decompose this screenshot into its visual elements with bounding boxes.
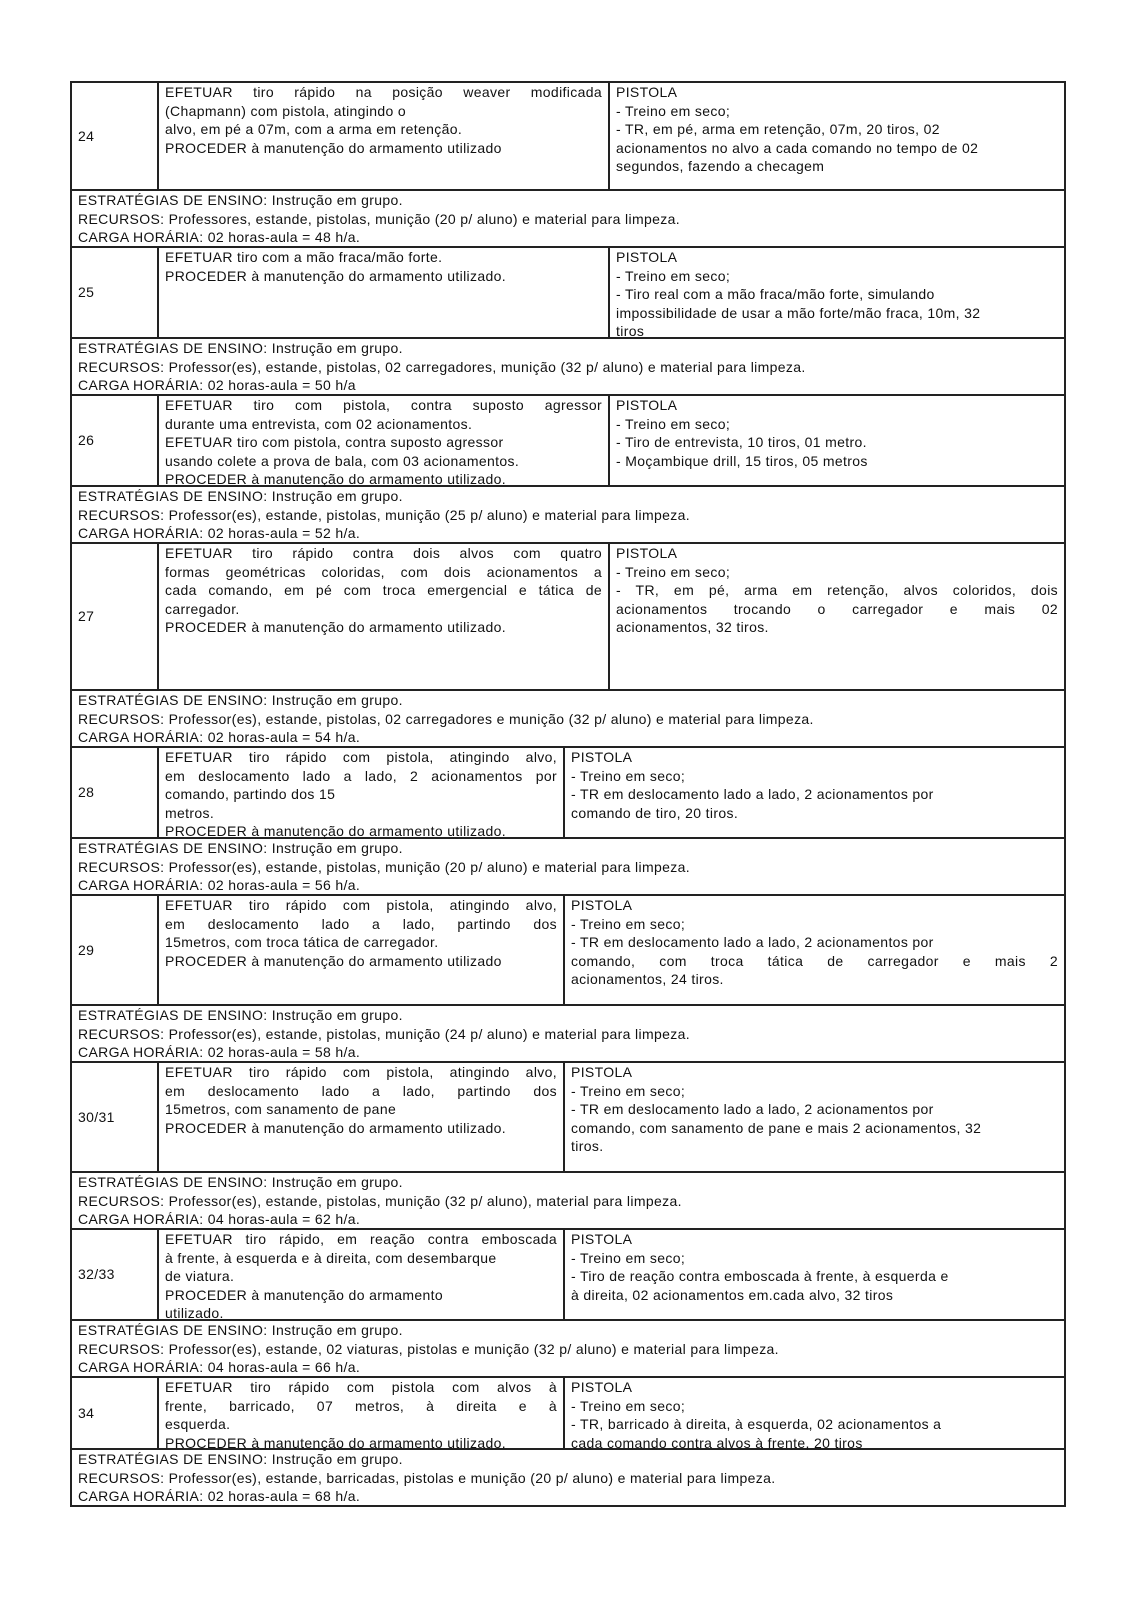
objective-line: frente, barricado, 07 metros, à direita e à [165, 1397, 557, 1414]
program-line: impossibilidade de usar a mão forte/mão fraca, 10m, 32 [616, 304, 981, 321]
strategy-line: CARGA HORÁRIA: 02 horas-aula = 58 h/a. [78, 1044, 361, 1060]
lesson-number [72, 1230, 159, 1319]
program-line: PISTOLA [571, 897, 633, 913]
program-line: - Treino em seco; [616, 267, 731, 284]
lesson-number-text: 24 [78, 127, 95, 144]
lesson-objective [159, 248, 610, 337]
lesson-number-text: 27 [78, 608, 95, 625]
lesson-number-text: 25 [78, 284, 95, 301]
objective-line: usando colete a prova de bala, com 03 acionamentos. [165, 452, 520, 469]
program-line: PISTOLA [616, 545, 678, 561]
lesson-strategy [70, 487, 1066, 544]
program-line: comando de tiro, 20 tiros. [571, 804, 739, 821]
program-line: acionamentos, 32 tiros. [616, 619, 769, 635]
program-line: PISTOLA [616, 84, 678, 100]
strategy-line: ESTRATÉGIAS DE ENSINO: Instrução em grupo. [78, 840, 403, 856]
objective-line: utilizado. [165, 1305, 224, 1321]
objective-line: PROCEDER à manutenção do armamento utilizado. [165, 823, 507, 839]
program-line: acionamentos trocando o carregador e mais 02 [616, 600, 1058, 617]
program-line: - TR, em pé, arma em retenção, 07m, 20 tiros, 02 [616, 121, 940, 137]
program-line: PISTOLA [571, 1379, 633, 1395]
lesson-program [610, 248, 1064, 337]
lesson-row [70, 1063, 1066, 1173]
program-line: PISTOLA [571, 1231, 633, 1247]
lesson-number [72, 396, 159, 485]
lesson-row [70, 396, 1066, 487]
lesson-number-text: 34 [78, 1404, 95, 1421]
lesson-number [72, 748, 159, 837]
program-line: - Treino em seco; [616, 102, 731, 119]
lesson-number [72, 83, 159, 189]
objective-line: EFETUAR tiro rápido com pistola, atingindo alvo, [165, 897, 557, 913]
lesson-row [70, 748, 1066, 839]
strategy-line: ESTRATÉGIAS DE ENSINO: Instrução em grupo. [78, 1322, 403, 1338]
strategy-line: CARGA HORÁRIA: 02 horas-aula = 68 h/a. [78, 1488, 361, 1504]
lesson-objective [159, 544, 610, 689]
program-line: comando, com sanamento de pane e mais 2 acionamentos, 32 [571, 1119, 982, 1136]
objective-line: cada comando, em pé com troca emergencial e tática de [165, 582, 602, 598]
strategy-line: RECURSOS: Professor(es), estande, pistolas, munição (25 p/ aluno) e material para limpeza. [78, 506, 690, 523]
strategy-line: ESTRATÉGIAS DE ENSINO: Instrução em grupo. [78, 192, 403, 208]
lesson-objective [159, 396, 610, 485]
lesson-number [72, 248, 159, 337]
lesson-strategy [70, 839, 1066, 896]
objective-line: PROCEDER à manutenção do armamento utilizado. [165, 1119, 507, 1136]
objective-line: esquerda. [165, 1416, 231, 1432]
lesson-number [72, 896, 159, 1004]
strategy-line: RECURSOS: Professor(es), estande, pistolas, munição (24 p/ aluno) e material para limpeza. [78, 1025, 690, 1042]
lesson-row [70, 248, 1066, 339]
objective-line: EFETUAR tiro rápido, em reação contra emboscada [165, 1231, 557, 1247]
objective-line: PROCEDER à manutenção do armamento utilizado. [165, 619, 507, 635]
lesson-program [610, 396, 1064, 485]
program-line: - Tiro de entrevista, 10 tiros, 01 metro. [616, 434, 867, 450]
lesson-number-text: 30/31 [78, 1108, 115, 1125]
program-line: acionamentos no alvo a cada comando no tempo de 02 [616, 139, 979, 156]
strategy-line: CARGA HORÁRIA: 02 horas-aula = 48 h/a. [78, 229, 361, 245]
program-line: PISTOLA [616, 249, 678, 265]
lesson-row [70, 1378, 1066, 1450]
strategy-line: ESTRATÉGIAS DE ENSINO: Instrução em grupo. [78, 1174, 403, 1190]
objective-line: PROCEDER à manutenção do armamento utilizado. [165, 1434, 507, 1451]
lesson-row [70, 81, 1066, 191]
strategy-line: CARGA HORÁRIA: 04 horas-aula = 62 h/a. [78, 1211, 361, 1227]
lesson-number [72, 544, 159, 689]
program-line: - Tiro real com a mão fraca/mão forte, simulando [616, 286, 935, 302]
program-line: acionamentos, 24 tiros. [571, 971, 724, 987]
lesson-number-text: 29 [78, 941, 95, 958]
lesson-program [610, 83, 1064, 189]
strategy-line: RECURSOS: Professores, estande, pistolas, munição (20 p/ aluno) e material para limpeza. [78, 210, 680, 227]
objective-line: EFETUAR tiro com pistola, contra suposto agressor [165, 397, 602, 413]
program-line: cada comando contra alvos à frente, 20 tiros [571, 1434, 863, 1451]
lesson-strategy [70, 1173, 1066, 1230]
objective-line: EFETUAR tiro rápido com pistola com alvos à [165, 1379, 557, 1395]
lesson-number-text: 28 [78, 784, 95, 801]
lesson-objective [159, 1063, 565, 1171]
objective-line: de viatura. [165, 1268, 235, 1284]
objective-line: EFETUAR tiro rápido na posição weaver modificada [165, 84, 602, 100]
lesson-strategy [70, 1321, 1066, 1378]
strategy-line: RECURSOS: Professor(es), estande, barricadas, pistolas e munição (20 p/ aluno) e material para limpeza. [78, 1469, 776, 1486]
lesson-strategy [70, 1450, 1066, 1507]
program-line: comando, com troca tática de carregador e mais 2 [571, 952, 1058, 969]
program-line: - Treino em seco; [571, 1397, 686, 1414]
lesson-objective [159, 1378, 565, 1451]
strategy-line: ESTRATÉGIAS DE ENSINO: Instrução em grupo. [78, 340, 403, 356]
objective-line: formas geométricas coloridas, com dois acionamentos a [165, 563, 602, 580]
objective-line: EFETUAR tiro rápido com pistola, atingindo alvo, [165, 1064, 557, 1080]
lesson-plan-table [70, 81, 1066, 1507]
objective-line: EFETUAR tiro rápido contra dois alvos com quatro [165, 545, 602, 561]
objective-line: alvo, em pé a 07m, com a arma em retenção. [165, 121, 463, 137]
lesson-strategy [70, 191, 1066, 248]
objective-line: metros. [165, 804, 215, 821]
strategy-line: CARGA HORÁRIA: 02 horas-aula = 54 h/a. [78, 729, 361, 745]
program-line: - Treino em seco; [571, 1249, 686, 1266]
program-line: PISTOLA [616, 397, 678, 413]
lesson-strategy [70, 339, 1066, 396]
objective-line: PROCEDER à manutenção do armamento utilizado [165, 139, 502, 156]
lesson-objective [159, 83, 610, 189]
program-line: - TR em deslocamento lado a lado, 2 acionamentos por [571, 934, 934, 950]
lesson-row [70, 544, 1066, 691]
program-line: - TR em deslocamento lado a lado, 2 acionamentos por [571, 1101, 934, 1117]
lesson-row [70, 896, 1066, 1006]
program-line: à direita, 02 acionamentos em.cada alvo, 32 tiros [571, 1286, 894, 1303]
objective-line: comando, partindo dos 15 [165, 786, 336, 802]
strategy-line: ESTRATÉGIAS DE ENSINO: Instrução em grupo. [78, 1007, 403, 1023]
strategy-line: CARGA HORÁRIA: 02 horas-aula = 52 h/a. [78, 525, 361, 541]
objective-line: durante uma entrevista, com 02 acionamentos. [165, 415, 473, 432]
lesson-program [565, 1378, 1064, 1451]
strategy-line: RECURSOS: Professor(es), estande, pistolas, 02 carregadores e munição (32 p/ aluno) e material para limpeza. [78, 710, 814, 727]
lesson-objective [159, 748, 565, 837]
program-line: - Treino em seco; [571, 915, 686, 932]
program-line: - TR, barricado à direita, à esquerda, 02 acionamentos a [571, 1416, 942, 1432]
objective-line: 15metros, com troca tática de carregador. [165, 934, 439, 950]
strategy-line: RECURSOS: Professor(es), estande, pistolas, munição (32 p/ aluno), material para limpeza. [78, 1192, 682, 1209]
objective-line: à frente, à esquerda e à direita, com desembarque [165, 1249, 497, 1266]
objective-line: PROCEDER à manutenção do armamento [165, 1286, 444, 1303]
lesson-program [565, 748, 1064, 837]
lesson-number [72, 1378, 159, 1448]
program-line: - Tiro de reação contra emboscada à frente, à esquerda e [571, 1268, 949, 1284]
program-line: PISTOLA [571, 1064, 633, 1080]
strategy-line: ESTRATÉGIAS DE ENSINO: Instrução em grupo. [78, 692, 403, 708]
lesson-strategy [70, 691, 1066, 748]
objective-line: em deslocamento lado a lado, 2 acionamentos por [165, 767, 557, 784]
lesson-number [72, 1063, 159, 1171]
strategy-line: RECURSOS: Professor(es), estande, pistolas, munição (20 p/ aluno) e material para limpeza. [78, 858, 690, 875]
program-line: segundos, fazendo a checagem [616, 158, 825, 174]
objective-line: EFETUAR tiro rápido com pistola, atingindo alvo, [165, 749, 557, 765]
strategy-line: RECURSOS: Professor(es), estande, pistolas, 02 carregadores, munição (32 p/ aluno) e material para limpeza. [78, 358, 806, 375]
program-line: tiros [616, 323, 645, 339]
program-line: tiros. [571, 1138, 604, 1154]
objective-line: PROCEDER à manutenção do armamento utilizado [165, 952, 502, 969]
lesson-program [610, 544, 1064, 689]
program-line: PISTOLA [571, 749, 633, 765]
program-line: - TR, em pé, arma em retenção, alvos coloridos, dois [616, 582, 1058, 598]
objective-line: (Chapmann) com pistola, atingindo o [165, 102, 407, 119]
strategy-line: CARGA HORÁRIA: 04 horas-aula = 66 h/a. [78, 1359, 361, 1375]
strategy-line: RECURSOS: Professor(es), estande, 02 viaturas, pistolas e munição (32 p/ aluno) e material para limpeza. [78, 1340, 779, 1357]
lesson-program [565, 1230, 1064, 1319]
objective-line: carregador. [165, 600, 240, 617]
program-line: - Moçambique drill, 15 tiros, 05 metros [616, 452, 868, 469]
objective-line: PROCEDER à manutenção do armamento utilizado. [165, 267, 507, 284]
objective-line: 15metros, com sanamento de pane [165, 1101, 397, 1117]
strategy-line: CARGA HORÁRIA: 02 horas-aula = 56 h/a. [78, 877, 361, 893]
objective-line: em deslocamento lado a lado, partindo dos [165, 915, 557, 932]
program-line: - Treino em seco; [616, 415, 731, 432]
objective-line: EFETUAR tiro com a mão fraca/mão forte. [165, 249, 443, 265]
program-line: - Treino em seco; [571, 767, 686, 784]
objective-line: EFETUAR tiro com pistola, contra suposto agressor [165, 434, 504, 450]
objective-line: PROCEDER à manutenção do armamento utilizado. [165, 471, 507, 487]
strategy-line: ESTRATÉGIAS DE ENSINO: Instrução em grupo. [78, 488, 403, 504]
program-line: - Treino em seco; [571, 1082, 686, 1099]
program-line: - TR em deslocamento lado a lado, 2 acionamentos por [571, 786, 934, 802]
lesson-number-text: 26 [78, 432, 95, 449]
lesson-row [70, 1230, 1066, 1321]
strategy-line: ESTRATÉGIAS DE ENSINO: Instrução em grupo. [78, 1451, 403, 1467]
program-line: - Treino em seco; [616, 563, 731, 580]
strategy-line: CARGA HORÁRIA: 02 horas-aula = 50 h/a [78, 377, 356, 393]
lesson-objective [159, 896, 565, 1004]
lesson-program [565, 1063, 1064, 1171]
lesson-strategy [70, 1006, 1066, 1063]
objective-line: em deslocamento lado a lado, partindo dos [165, 1082, 557, 1099]
lesson-number-text: 32/33 [78, 1266, 115, 1283]
lesson-program [565, 896, 1064, 1004]
lesson-objective [159, 1230, 565, 1319]
